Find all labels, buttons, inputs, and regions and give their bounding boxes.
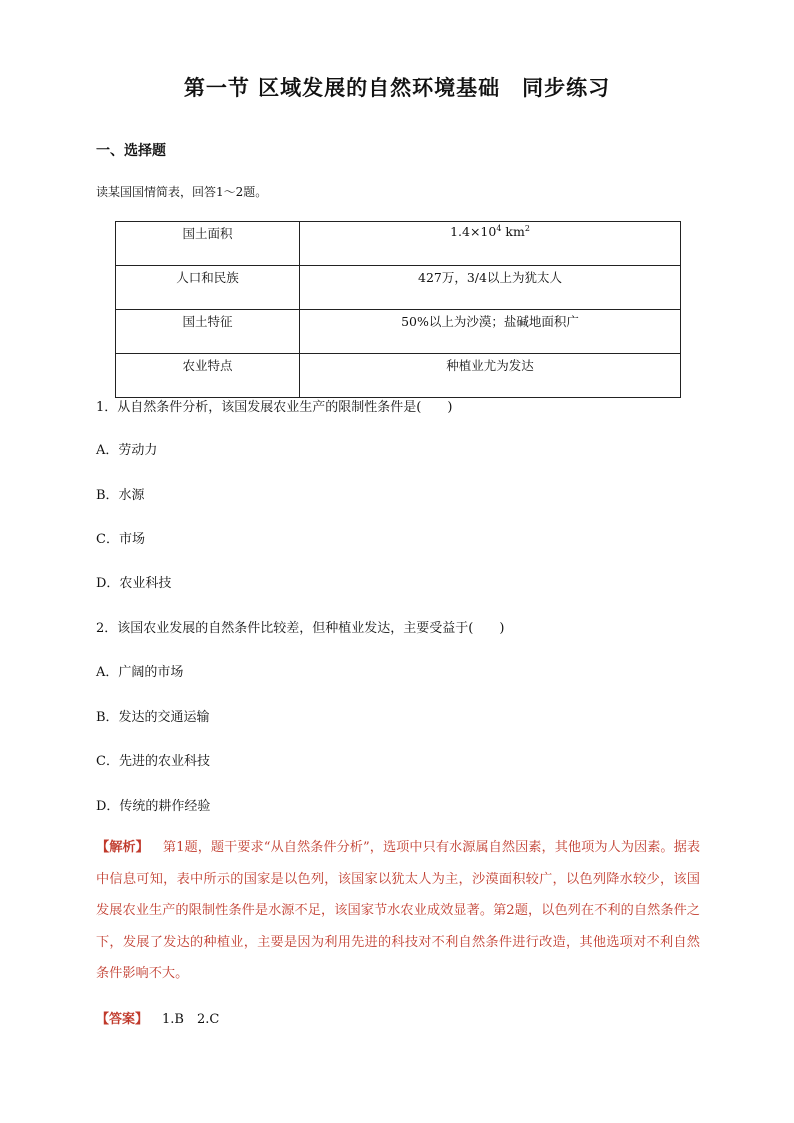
answer-tag: 【答案】 bbox=[96, 1012, 149, 1027]
table-cell-value: $1.4\times 10^4$ $km^2$ bbox=[300, 222, 681, 266]
question-1-option-b: B．水源 bbox=[96, 488, 145, 503]
table-row bbox=[116, 354, 681, 398]
table-row bbox=[116, 310, 681, 354]
section-heading: 一、选择题 bbox=[96, 143, 166, 159]
table-cell-label: 国土特征 bbox=[116, 310, 300, 354]
question-1-option-a: A．劳动力 bbox=[96, 443, 158, 458]
question-2-option-c: C．先进的农业科技 bbox=[96, 754, 210, 769]
table-cell-label: 人口和民族 bbox=[116, 266, 300, 310]
table-row bbox=[116, 266, 681, 310]
question-2-option-b: B．发达的交通运输 bbox=[96, 710, 210, 725]
table-cell-value: 种植业尤为发达 bbox=[300, 354, 681, 398]
table-row bbox=[116, 222, 681, 266]
question-intro: 读某国国情简表，回答1～2题。 bbox=[96, 185, 268, 199]
question-2-option-d: D．传统的耕作经验 bbox=[96, 799, 211, 814]
country-info-table bbox=[115, 221, 681, 398]
question-1-option-d: D．农业科技 bbox=[96, 576, 172, 591]
question-1-stem: 1．从自然条件分析，该国发展农业生产的限制性条件是( ) bbox=[96, 400, 453, 415]
table-cell-value: 427万，3/4以上为犹太人 bbox=[300, 266, 681, 310]
analysis-tag: 【解析】 bbox=[96, 840, 149, 855]
question-1-option-c: C．市场 bbox=[96, 532, 145, 547]
answer-block bbox=[96, 1008, 219, 1027]
analysis-block bbox=[96, 832, 700, 990]
table-cell-value: 50%以上为沙漠；盐碱地面积广 bbox=[300, 310, 681, 354]
table-cell-label: 农业特点 bbox=[116, 354, 300, 398]
answer-text: 1.B 2.C bbox=[162, 1012, 220, 1027]
table-cell-label: 国土面积 bbox=[116, 222, 300, 266]
question-2-stem: 2．该国农业发展的自然条件比较差，但种植业发达，主要受益于( ) bbox=[96, 621, 505, 636]
question-2-option-a: A．广阔的市场 bbox=[96, 665, 184, 680]
page-title: 第一节 区域发展的自然环境基础 同步练习 bbox=[183, 76, 611, 100]
analysis-text: 第1题，题干要求“从自然条件分析”，选项中只有水源属自然因素，其他项为人为因素。据表中信息可知，表中所示的国家是以色列，该国家以犹太人为主，沙漠面积较广，以色列降水较少，该国发展农业生产的限制性条件是水源不足，该国家节水农业成效显著。第2题，以色列在不利的自然条件之下，发展了发达的种植业，主要是因为利用先进的科技对不利自然条件进行改造，其他选项对不利自然条件影响不大。 bbox=[96, 840, 701, 981]
